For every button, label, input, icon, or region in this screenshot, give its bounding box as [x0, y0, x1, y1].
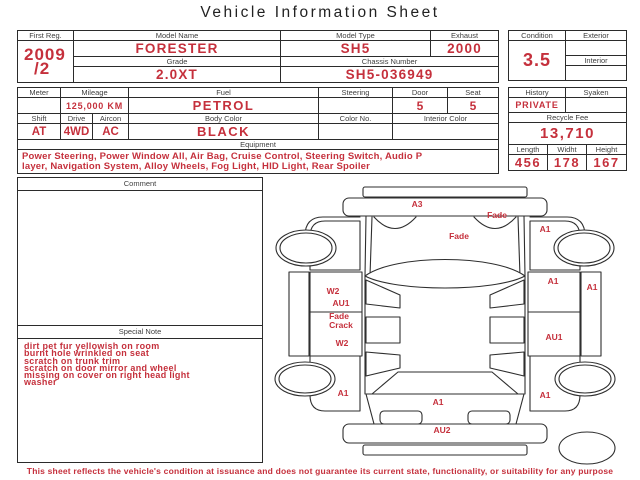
interior-color-value: [393, 124, 499, 140]
recycle-fee-label: Recycle Fee: [509, 113, 627, 123]
door-label: Door: [393, 88, 448, 98]
special-note-line: missing on cover on right head light: [24, 370, 190, 381]
model-name-label: Model Name: [74, 31, 281, 41]
color-no-value: [319, 124, 393, 140]
page-title: Vehicle Information Sheet: [200, 4, 440, 21]
damage-mark: W2: [335, 338, 349, 348]
seat-value: 5: [448, 98, 499, 114]
left-wheel-arch: [374, 217, 416, 229]
length-label: Length: [509, 145, 548, 155]
first-reg-month: /2: [34, 58, 51, 78]
left-tail-light: [380, 411, 422, 424]
equipment-text: [18, 150, 499, 174]
damage-mark: A1: [539, 224, 551, 234]
width-value: 178: [548, 155, 587, 171]
left-side-panel: [275, 217, 362, 411]
rear-bumper-trim: [363, 445, 527, 455]
height-value: 167: [587, 155, 627, 171]
chassis-number-label: Chassis Number: [281, 57, 499, 67]
spare-wheel-icon: [559, 432, 615, 464]
damage-mark: AU1: [545, 332, 563, 342]
mileage-value: 125,000 KM: [61, 98, 129, 114]
equipment-line-1: Power Steering, Power Window All, Air Bag, Cruise Control, Steering Switch, Audio P: [22, 151, 423, 162]
exhaust-value: 2000: [431, 41, 499, 57]
damage-mark: W2: [326, 286, 340, 296]
mileage-label: Mileage: [61, 88, 129, 98]
body-color-value: BLACK: [129, 124, 319, 140]
body-color-label: Body Color: [129, 114, 319, 124]
history-block: [508, 87, 627, 171]
special-note-line: scratch on door mirror and wheel: [24, 362, 177, 373]
interior-color-label: Interior Color: [393, 114, 499, 124]
length-value: 456: [509, 155, 548, 171]
exterior-value: [566, 41, 627, 56]
grade-label: Grade: [74, 57, 281, 67]
equipment-line-2: layer, Navigation System, Alloy Wheels, Fog Light, HID Light, Rear Spoiler: [22, 160, 371, 172]
aircon-label: Aircon: [93, 114, 129, 124]
color-no-label: Color No.: [319, 114, 393, 124]
model-name-value: FORESTER: [74, 41, 281, 57]
damage-mark: A1: [547, 276, 559, 286]
syaken-value: [566, 98, 627, 113]
shift-label: Shift: [18, 114, 61, 124]
meter-label: Meter: [18, 88, 61, 98]
right-side-panel: [528, 217, 615, 411]
equipment-label: Equipment: [18, 140, 499, 150]
drive-label: Drive: [61, 114, 93, 124]
left-quarter-window: [366, 352, 400, 376]
condition-label: Condition: [509, 31, 566, 41]
special-note-line: scratch on trunk trim: [24, 355, 121, 366]
first-reg-year: 2009: [24, 44, 66, 64]
exhaust-label: Exhaust: [431, 31, 499, 41]
first-reg-value: [18, 41, 74, 83]
model-type-value: SH5: [281, 41, 431, 57]
left-rear-wheel-icon: [275, 362, 335, 396]
front-bumper-trim: [363, 187, 527, 197]
drive-value: 4WD: [61, 124, 93, 140]
shift-value: AT: [18, 124, 61, 140]
condition-value: 3.5: [509, 41, 566, 81]
damage-mark: A1: [539, 390, 551, 400]
condition-block: [508, 30, 627, 81]
car-diagram: [268, 183, 632, 465]
right-front-wheel-icon: [554, 230, 614, 266]
recycle-fee-value: 13,710: [509, 123, 627, 145]
syaken-label: Syaken: [566, 88, 627, 98]
interior-label: Interior: [566, 56, 627, 66]
left-front-wheel-icon: [276, 230, 336, 266]
left-a-pillar: [365, 216, 372, 276]
rear-window: [372, 372, 518, 394]
height-label: Height: [587, 145, 627, 155]
fuel-value: PETROL: [129, 98, 319, 114]
special-note-label: Special Note: [18, 325, 262, 339]
steering-value: [319, 98, 393, 114]
first-reg-label: First Reg.: [18, 31, 74, 41]
history-label: History: [509, 88, 566, 98]
comment-special-note-box: [17, 177, 263, 463]
right-quarter-window: [490, 352, 524, 376]
windshield: [365, 260, 525, 289]
door-value: 5: [393, 98, 448, 114]
disclaimer-text: This sheet reflects the vehicle's condition at issuance and does not guarantee its current state, functionality, or suitability for any purpose: [26, 466, 614, 476]
damage-mark: A1: [337, 388, 349, 398]
comment-label: Comment: [18, 178, 262, 191]
left-rocker-panel: [289, 272, 309, 356]
special-note-line: dirt pet fur yellowish on room: [24, 341, 160, 351]
front-bumper: [343, 198, 547, 216]
damage-mark: Crack: [329, 320, 353, 330]
damage-mark: A1: [432, 397, 444, 407]
right-a-pillar: [518, 216, 525, 276]
vehicle-specs-table: [17, 87, 499, 174]
width-label: Widht: [548, 145, 587, 155]
seat-label: Seat: [448, 88, 499, 98]
model-type-label: Model Type: [281, 31, 431, 41]
damage-mark: AU2: [433, 425, 451, 435]
steering-label: Steering: [319, 88, 393, 98]
special-note-line: burnt hole wrinkled on seat: [24, 348, 150, 359]
damage-mark: Fade: [449, 231, 469, 241]
damage-mark: A3: [411, 199, 423, 209]
special-note-lines: [18, 339, 262, 462]
chassis-number-value: SH5-036949: [281, 67, 499, 83]
fuel-label: Fuel: [129, 88, 319, 98]
damage-mark: A1: [586, 282, 598, 292]
history-value: PRIVATE: [509, 98, 566, 113]
left-rear-window: [366, 317, 400, 343]
aircon-value: AC: [93, 124, 129, 140]
right-tail-light: [468, 411, 510, 424]
special-note-line: washer: [24, 377, 57, 388]
damage-mark: AU1: [332, 298, 350, 308]
grade-value: 2.0XT: [74, 67, 281, 83]
comment-body: [18, 191, 262, 325]
exterior-label: Exterior: [566, 31, 627, 41]
damage-mark: Fade: [487, 210, 507, 220]
right-rear-window: [490, 317, 524, 343]
right-rear-wheel-icon: [555, 362, 615, 396]
vehicle-identity-table: [17, 30, 499, 83]
interior-value: [566, 66, 627, 81]
damage-mark: Fade: [329, 311, 349, 321]
meter-value: [18, 98, 61, 114]
